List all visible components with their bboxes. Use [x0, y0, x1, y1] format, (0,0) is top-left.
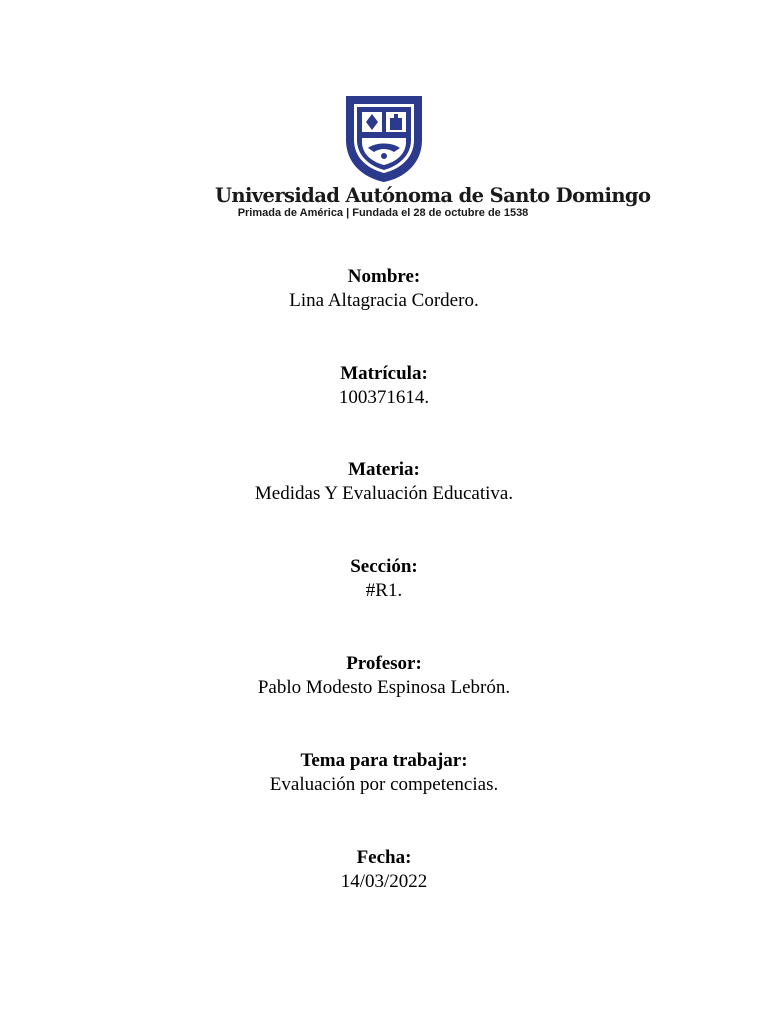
field-profesor [0, 652, 768, 700]
field-nombre [0, 265, 768, 313]
field-label: Materia: [348, 459, 420, 480]
field-value: #R1. [365, 580, 403, 601]
university-tagline: Primada de América | Fundada el 28 de octubre de 1538 [237, 207, 529, 219]
field-value: 14/03/2022 [340, 871, 428, 892]
university-seal-icon [342, 92, 426, 184]
field-label: Tema para trabajar: [300, 750, 468, 771]
university-name: Universidad Autónoma de Santo Domingo [215, 184, 651, 207]
field-materia [0, 458, 768, 506]
field-label: Sección: [350, 556, 418, 577]
field-label: Nombre: [347, 266, 421, 287]
field-matricula [0, 362, 768, 410]
field-value: Pablo Modesto Espinosa Lebrón. [257, 677, 511, 698]
field-label: Matrícula: [340, 363, 428, 384]
field-value: Lina Altagracia Cordero. [289, 290, 479, 311]
field-value: Evaluación por competencias. [269, 774, 499, 795]
field-label: Fecha: [356, 847, 412, 868]
field-tema [0, 749, 768, 797]
field-fecha [0, 846, 768, 894]
university-header [215, 86, 651, 228]
field-label: Profesor: [346, 653, 422, 674]
field-value: Medidas Y Evaluación Educativa. [254, 483, 514, 504]
field-seccion [0, 555, 768, 603]
field-value: 100371614. [338, 387, 430, 408]
